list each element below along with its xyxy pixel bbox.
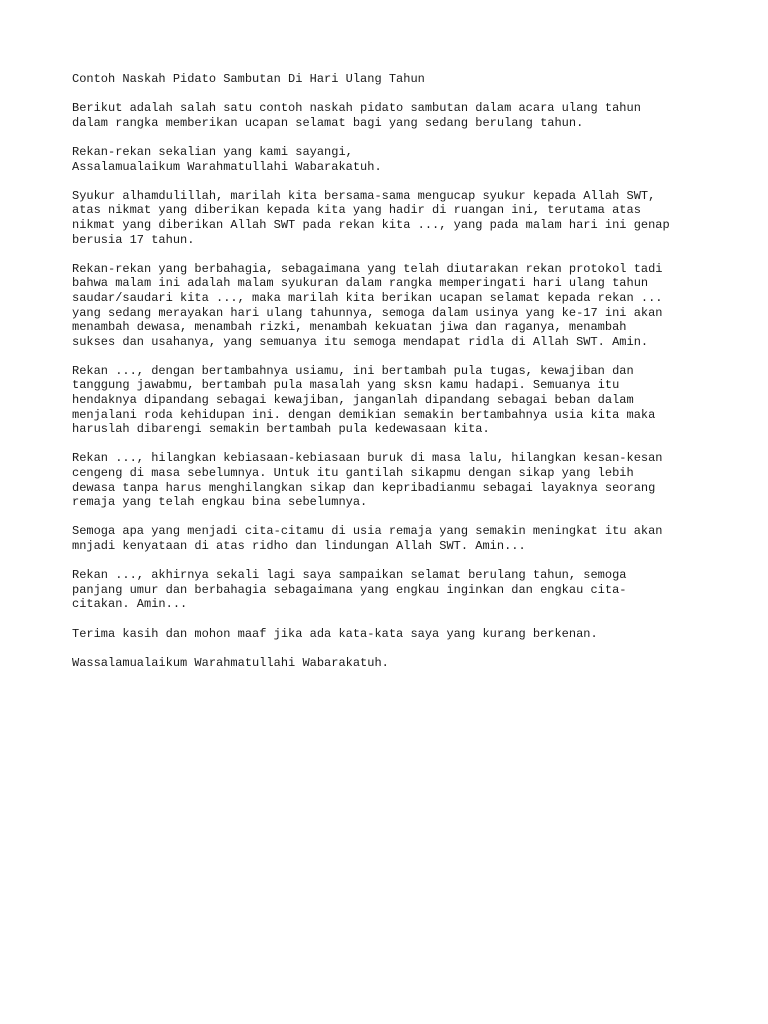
document-page [72,72,712,685]
paragraph-farewell: Wassalamualaikum Warahmatullahi Wabarakatuh. [72,655,389,670]
paragraph-closing-wishes: Rekan ..., akhirnya sekali lagi saya sampaikan selamat berulang tahun, semoga panjang umur dan berbahagia sebagaimana yang engkau inginkan dan engkau cita- citakan. Amin... [72,568,627,612]
paragraph-greeting: Rekan-rekan sekalian yang kami sayangi, Assalamualaikum Warahmatullahi Wabarakatuh. [72,144,382,174]
paragraph-intro: Berikut adalah salah satu contoh naskah pidato sambutan dalam acara ulang tahun dalam rangka memberikan ucapan selamat bagi yang sedang berulang tahun. [72,101,641,130]
paragraph-gratitude: Syukur alhamdulillah, marilah kita bersama-sama mengucap syukur kepada Allah SWT, atas nikmat yang diberikan kepada kita yang hadir di ruangan ini, terutama atas nikmat yang diberikan Allah SWT pada rekan kita ..., yang pada malam hari ini genap berusia 17 tahun. [72,188,670,247]
paragraph-hope: Semoga apa yang menjadi cita-citamu di usia remaja yang semakin meningkat itu akan mnjadi kenyataan di atas ridho dan lindungan Allah SWT. Amin... [72,524,663,553]
document-title: Contoh Naskah Pidato Sambutan Di Hari Ulang Tahun [72,72,425,86]
paragraph-maturity: Rekan ..., hilangkan kebiasaan-kebiasaan buruk di masa lalu, hilangkan kesan-kesan cengeng di masa sebelumnya. Untuk itu gantilah sikapmu dengan sikap yang lebih dewasa tanpa harus menghilangkan sikap dan kepribadianmu sebagai layaknya seorang remaja yang telah engkau bina sebelumnya. [72,451,663,510]
paragraph-responsibility: Rekan ..., dengan bertambahnya usiamu, ini bertambah pula tugas, kewajiban dan tanggung jawabmu, bertambah pula masalah yang sksn kamu hadapi. Semuanya itu hendaknya dipandang sebagai kewajiban, janganlah dipandang sebagai beban dalam menjalani roda kehidupan ini. dengan demikian semakin bertambahnya usia kita maka haruslah dibarengi semakin bertambah pula kedewasaan kita. [72,363,656,437]
paragraph-congratulations: Rekan-rekan yang berbahagia, sebagaimana yang telah diutarakan rekan protokol tadi bahwa malam ini adalah malam syukuran dalam rangka memperingati hari ulang tahun saudar/saudari kita ..., maka marilah kita berikan ucapan selamat kepada rekan ... yang sedang merayakan hari ulang tahunnya, semoga dalam usinya yang ke-17 ini akan menambah dewasa, menambah rizki, menambah kekuatan jiwa dan raganya, menambah sukses dan usahanya, yang semuanya itu semoga mendapat ridla di Allah SWT. Amin. [72,261,663,349]
paragraph-thanks: Terima kasih dan mohon maaf jika ada kata-kata saya yang kurang berkenan. [72,626,598,641]
